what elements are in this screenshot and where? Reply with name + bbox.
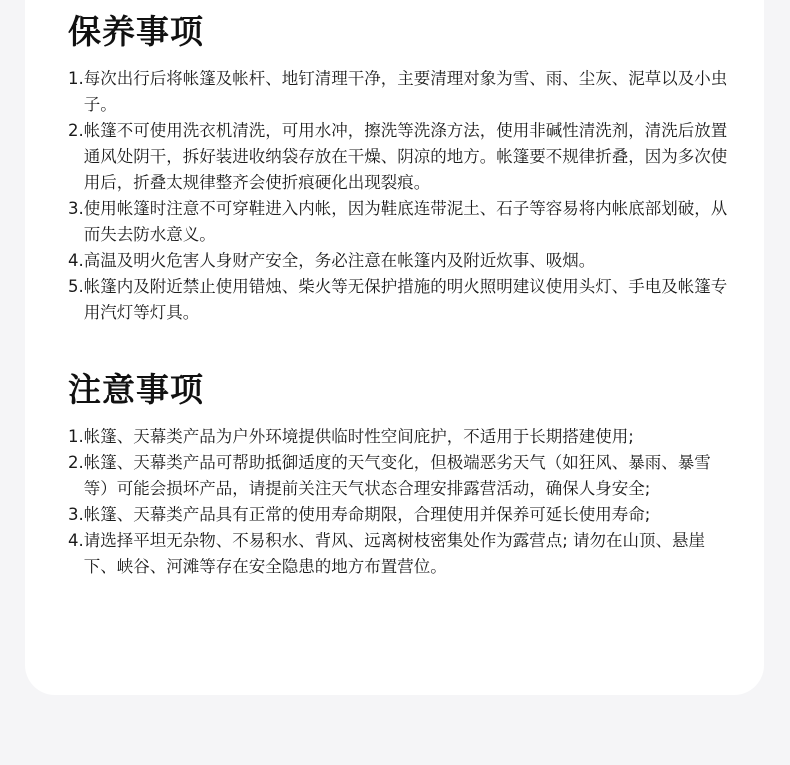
item-number: 4. [68, 251, 84, 270]
item-number: 2. [68, 453, 84, 472]
care-title: 保养事项 [68, 12, 204, 51]
care-item-2 [68, 118, 728, 196]
care-list [68, 66, 728, 326]
item-number: 3. [68, 505, 84, 524]
item-text: 每次出行后将帐篷及帐杆、地钉清理干净，主要清理对象为雪、雨、尘灰、泥草以及小虫子。 [83, 69, 728, 114]
care-item-3 [68, 196, 728, 248]
item-text: 请选择平坦无杂物、不易积水、背风、远离树枝密集处作为露营点; 请勿在山顶、悬崖下、峡谷、河滩等存在安全隐患的地方布置营位。 [83, 531, 706, 576]
notes-section [68, 366, 728, 580]
care-item-5 [68, 274, 728, 326]
item-text: 帐篷不可使用洗衣机清洗，可用水冲，擦洗等洗涤方法，使用非碱性清洗剂，清洗后放置通风处阴干，拆好装进收纳袋存放在干燥、阴凉的地方。帐篷要不规律折叠，因为多次使用后，折叠太规律整齐会使折痕硬化出现裂痕。 [83, 121, 728, 192]
item-number: 2. [68, 121, 84, 140]
item-number: 1. [68, 427, 84, 446]
item-text: 帐篷、天幕类产品为户外环境提供临时性空间庇护，不适用于长期搭建使用; [83, 427, 634, 446]
care-item-4 [68, 248, 728, 274]
item-text: 帐篷内及附近禁止使用错烛、柴火等无保护措施的明火照明建议使用头灯、手电及帐篷专用汽灯等灯具。 [83, 277, 728, 322]
notes-title: 注意事项 [68, 370, 204, 409]
item-text: 帐篷、天幕类产品具有正常的使用寿命期限，合理使用并保养可延长使用寿命; [83, 505, 651, 524]
notes-item-3 [68, 502, 728, 528]
item-text: 高温及明火危害人身财产安全，务必注意在帐篷内及附近炊事、吸烟。 [83, 251, 596, 270]
item-text: 帐篷、天幕类产品可帮助抵御适度的天气变化，但极端恶劣天气（如狂风、暴雨、暴雪等）可能会损坏产品，请提前关注天气状态合理安排露营活动，确保人身安全; [83, 453, 711, 498]
notes-item-2 [68, 450, 728, 502]
notes-item-4 [68, 528, 728, 580]
care-section [68, 8, 728, 326]
item-number: 1. [68, 69, 84, 88]
care-item-1 [68, 66, 728, 118]
item-text: 使用帐篷时注意不可穿鞋进入内帐，因为鞋底连带泥土、石子等容易将内帐底部划破，从而失去防水意义。 [83, 199, 728, 244]
item-number: 4. [68, 531, 84, 550]
notes-item-1 [68, 424, 728, 450]
notes-list [68, 424, 728, 580]
item-number: 3. [68, 199, 84, 218]
item-number: 5. [68, 277, 84, 296]
